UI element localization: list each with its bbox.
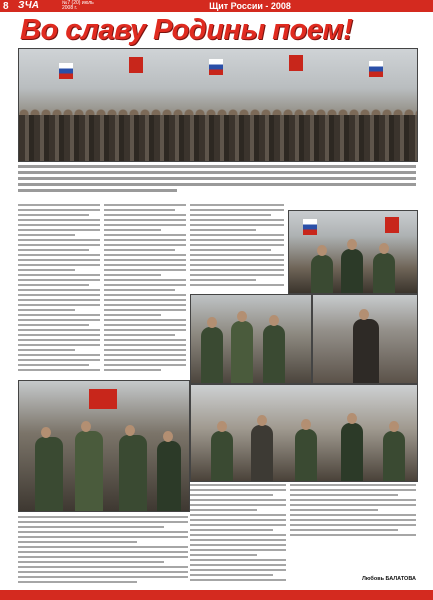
photo-stage-performers [288,210,418,294]
flag-icon [369,61,383,77]
issue-info: №7 (20) июль 2008 г. [62,0,94,11]
article-column-3 [190,204,284,289]
flag-icon [59,63,73,79]
article-column-3-bottom [190,484,286,584]
author-signature: Любовь БАЛАТОВА [361,576,416,582]
main-photo-concert-stage [18,48,418,162]
footer-band [0,590,433,600]
photo-veterans-audience [190,384,418,482]
section-title: Щит России - 2008 [209,1,291,11]
flag-icon [129,57,143,73]
flag-icon [209,59,223,75]
article-column-1-bottom [18,516,188,586]
article-column-4-bottom [290,484,416,539]
article-lead [18,162,416,195]
masthead-brand: ЗЧА [18,0,39,11]
photo-performer-singer [312,294,418,384]
photo-soldiers-with-flag [18,380,190,512]
flag-icon [289,55,303,71]
article-headline: Во славу Родины поем! [20,14,353,46]
article-column-1 [18,204,100,374]
photo-soldiers-group [190,294,312,384]
page-number: 8 [3,1,9,12]
article-column-2 [104,204,186,374]
